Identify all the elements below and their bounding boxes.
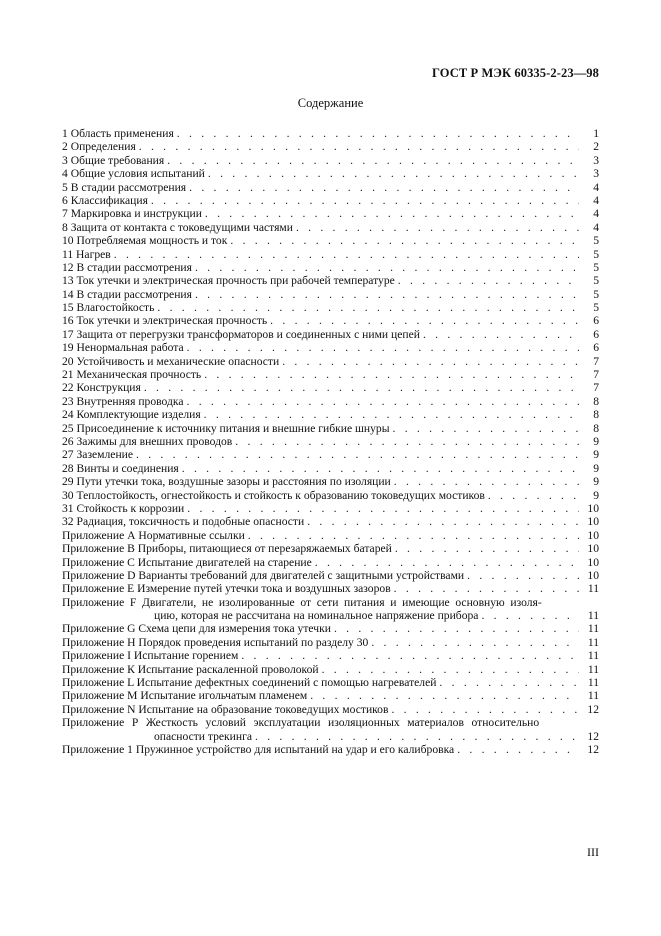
toc-entry-page: 7 bbox=[593, 354, 599, 368]
toc-dot-leader bbox=[392, 542, 579, 555]
toc-dot-leader bbox=[184, 341, 579, 354]
toc-dot-leader bbox=[205, 167, 579, 180]
toc-dot-leader bbox=[227, 234, 579, 247]
toc-entry-title: опасности трекинга bbox=[154, 729, 252, 743]
toc-entry bbox=[62, 435, 599, 448]
toc-entry bbox=[62, 663, 599, 676]
toc-entry-page: 4 bbox=[593, 220, 599, 234]
toc-entry-title: 15 Влагостойкость bbox=[62, 301, 155, 315]
toc-entry-title: цию, которая не рассчитана на номинальное напряжение прибора bbox=[154, 609, 479, 623]
toc-dot-leader bbox=[245, 529, 579, 542]
toc-entry-title: 28 Винты и соединения bbox=[62, 461, 179, 475]
toc-entry-title: Приложение Е Измерение путей утечки тока и воздушных зазоров bbox=[62, 582, 391, 596]
toc-entry-title: 16 Ток утечки и электрическая прочность bbox=[62, 314, 268, 328]
toc-dot-leader bbox=[279, 355, 579, 368]
toc-dot-leader bbox=[174, 127, 579, 140]
toc-entry bbox=[62, 556, 599, 569]
table-of-contents bbox=[62, 127, 599, 756]
toc-entry-title: Приложение L Испытание дефектных соединений с помощью нагревателей bbox=[62, 676, 437, 690]
toc-entry-page: 11 bbox=[587, 676, 599, 690]
toc-entry-title: Приложение А Нормативные ссылки bbox=[62, 528, 245, 542]
toc-entry-title: 19 Ненормальная работа bbox=[62, 341, 184, 355]
toc-entry-title: Приложение К Испытание раскаленной проволокой bbox=[62, 662, 319, 676]
toc-entry bbox=[62, 609, 599, 622]
toc-entry-title: 2 Определения bbox=[62, 140, 136, 154]
toc-entry-page: 11 bbox=[587, 649, 599, 663]
toc-entry bbox=[62, 622, 599, 635]
toc-entry bbox=[62, 154, 599, 167]
toc-entry-page: 10 bbox=[587, 515, 599, 529]
toc-entry-page: 5 bbox=[593, 287, 599, 301]
toc-entry bbox=[62, 408, 599, 421]
toc-entry-page: 9 bbox=[593, 475, 599, 489]
toc-entry bbox=[62, 676, 599, 689]
toc-entry-title: Приложение D Варианты требований для двигателей с защитными устройствами bbox=[62, 568, 465, 582]
toc-entry-page: 11 bbox=[587, 662, 599, 676]
toc-entry-page: 10 bbox=[587, 555, 599, 569]
toc-dot-leader bbox=[478, 609, 579, 622]
toc-dot-leader bbox=[368, 636, 579, 649]
toc-entry bbox=[62, 542, 599, 555]
toc-entry-title: 14 В стадии рассмотрения bbox=[62, 287, 192, 301]
toc-entry-title: 31 Стойкость к коррозии bbox=[62, 501, 185, 515]
toc-dot-leader bbox=[192, 288, 579, 301]
toc-dot-leader bbox=[232, 435, 579, 448]
toc-entry-page: 4 bbox=[593, 207, 599, 221]
toc-entry bbox=[62, 127, 599, 140]
toc-entry-page: 5 bbox=[593, 274, 599, 288]
toc-entry-title: 11 Нагрев bbox=[62, 247, 111, 261]
toc-dot-leader bbox=[420, 328, 579, 341]
toc-entry bbox=[62, 194, 599, 207]
toc-dot-leader bbox=[141, 381, 579, 394]
toc-entry bbox=[62, 489, 599, 502]
toc-entry bbox=[62, 355, 599, 368]
toc-entry-title: Приложение G Схема цепи для измерения тока утечки bbox=[62, 622, 331, 636]
toc-entry bbox=[62, 689, 599, 702]
toc-entry bbox=[62, 649, 599, 662]
toc-dot-leader bbox=[184, 502, 579, 515]
toc-entry bbox=[62, 596, 599, 609]
toc-entry bbox=[62, 181, 599, 194]
toc-entry-page: 7 bbox=[593, 381, 599, 395]
toc-entry bbox=[62, 288, 599, 301]
toc-entry bbox=[62, 301, 599, 314]
toc-entry bbox=[62, 743, 599, 756]
toc-dot-leader bbox=[186, 181, 579, 194]
toc-entry bbox=[62, 582, 599, 595]
toc-entry-page: 5 bbox=[593, 301, 599, 315]
toc-entry-page: 4 bbox=[593, 180, 599, 194]
toc-entry bbox=[62, 341, 599, 354]
toc-entry-title: Приложение I Испытание горением bbox=[62, 649, 239, 663]
toc-dot-leader bbox=[111, 248, 579, 261]
toc-entry bbox=[62, 569, 599, 582]
toc-entry-title: 29 Пути утечки тока, воздушные зазоры и расстояния по изоляции bbox=[62, 475, 391, 489]
toc-entry-title: Приложение 1 Пружинное устройство для испытаний на удар и его калибровка bbox=[62, 742, 455, 756]
toc-entry-page: 5 bbox=[593, 247, 599, 261]
toc-entry-title: 21 Механическая прочность bbox=[62, 368, 202, 382]
toc-entry-title: 13 Ток утечки и электрическая прочность при рабочей температуре bbox=[62, 274, 395, 288]
toc-entry-page: 12 bbox=[587, 742, 599, 756]
toc-dot-leader bbox=[148, 194, 579, 207]
toc-dot-leader bbox=[154, 301, 579, 314]
toc-dot-leader bbox=[331, 622, 579, 635]
toc-entry bbox=[62, 314, 599, 327]
toc-entry-page: 11 bbox=[587, 609, 599, 623]
toc-entry bbox=[62, 140, 599, 153]
toc-entry-page: 12 bbox=[587, 729, 599, 743]
toc-title: Содержание bbox=[297, 96, 364, 110]
toc-entry-page: 5 bbox=[593, 234, 599, 248]
toc-entry-page: 8 bbox=[593, 421, 599, 435]
toc-dot-leader bbox=[201, 408, 579, 421]
toc-entry-page: 7 bbox=[593, 368, 599, 382]
toc-entry bbox=[62, 462, 599, 475]
toc-entry-page: 10 bbox=[587, 542, 599, 556]
toc-entry-page: 9 bbox=[593, 488, 599, 502]
page-number: III bbox=[587, 845, 599, 859]
toc-entry-title: 10 Потребляемая мощность и ток bbox=[62, 234, 228, 248]
toc-entry bbox=[62, 167, 599, 180]
toc-entry bbox=[62, 502, 599, 515]
toc-dot-leader bbox=[201, 368, 579, 381]
document-code-header: ГОСТ Р МЭК 60335-2-23—98 bbox=[432, 66, 599, 80]
toc-entry-title: 25 Присоединение к источнику питания и внешние гибкие шнуры bbox=[62, 421, 390, 435]
toc-dot-leader bbox=[391, 475, 579, 488]
toc-entry bbox=[62, 475, 599, 488]
toc-entry bbox=[62, 529, 599, 542]
toc-entry-title: Приложение С Испытание двигателей на старение bbox=[62, 555, 312, 569]
toc-dot-leader bbox=[164, 154, 579, 167]
toc-entry-page: 2 bbox=[593, 140, 599, 154]
toc-entry-title: 27 Заземление bbox=[62, 448, 133, 462]
toc-entry-page: 5 bbox=[593, 260, 599, 274]
toc-entry-page: 8 bbox=[593, 394, 599, 408]
toc-entry-title: Приложение N Испытание на образование токоведущих мостиков bbox=[62, 702, 389, 716]
toc-entry-page: 1 bbox=[593, 127, 599, 140]
toc-entry bbox=[62, 515, 599, 528]
toc-dot-leader bbox=[390, 422, 579, 435]
toc-entry-title: 32 Радиация, токсичность и подобные опасности bbox=[62, 515, 305, 529]
toc-entry-page: 9 bbox=[593, 448, 599, 462]
toc-entry bbox=[62, 422, 599, 435]
toc-dot-leader bbox=[304, 515, 579, 528]
toc-entry bbox=[62, 207, 599, 220]
toc-entry-page: 10 bbox=[587, 528, 599, 542]
toc-entry-page: 12 bbox=[587, 702, 599, 716]
toc-dot-leader bbox=[307, 689, 579, 702]
toc-entry-title: 12 В стадии рассмотрения bbox=[62, 260, 192, 274]
toc-entry bbox=[62, 221, 599, 234]
toc-entry-title: 17 Защита от перегрузки трансформаторов и соединенных с ними цепей bbox=[62, 327, 420, 341]
toc-dot-leader bbox=[238, 649, 579, 662]
toc-entry-page: 6 bbox=[593, 327, 599, 341]
toc-entry-page: 6 bbox=[593, 314, 599, 328]
toc-dot-leader bbox=[391, 582, 579, 595]
toc-dot-leader bbox=[464, 569, 579, 582]
toc-entry bbox=[62, 730, 599, 743]
toc-entry-title: 24 Комплектующие изделия bbox=[62, 408, 201, 422]
toc-dot-leader bbox=[252, 730, 579, 743]
toc-entry-page: 11 bbox=[587, 582, 599, 596]
toc-entry-title: 20 Устойчивость и механические опасности bbox=[62, 354, 280, 368]
toc-dot-leader bbox=[485, 489, 579, 502]
toc-dot-leader bbox=[202, 207, 579, 220]
toc-entry bbox=[62, 328, 599, 341]
toc-entry bbox=[62, 636, 599, 649]
toc-entry-page: 9 bbox=[593, 461, 599, 475]
toc-dot-leader bbox=[192, 261, 579, 274]
toc-entry-title: Приложение F Двигатели, не изолированные от сети питания и имеющие основную изоля- bbox=[62, 595, 542, 609]
toc-entry bbox=[62, 716, 599, 729]
toc-entry-title: 7 Маркировка и инструкции bbox=[62, 207, 202, 221]
toc-dot-leader bbox=[136, 140, 579, 153]
toc-entry bbox=[62, 448, 599, 461]
toc-entry bbox=[62, 248, 599, 261]
toc-entry bbox=[62, 274, 599, 287]
toc-entry-page: 4 bbox=[593, 193, 599, 207]
toc-entry-title: 5 В стадии рассмотрения bbox=[62, 180, 187, 194]
toc-entry-title: 22 Конструкция bbox=[62, 381, 141, 395]
toc-dot-leader bbox=[293, 221, 579, 234]
toc-dot-leader bbox=[395, 274, 579, 287]
toc-dot-leader bbox=[388, 703, 579, 716]
toc-entry bbox=[62, 234, 599, 247]
toc-entry-title: Приложение Р Жесткость условий эксплуатации изоляционных материалов относительно bbox=[62, 716, 540, 730]
toc-entry-page: 6 bbox=[593, 341, 599, 355]
toc-entry-title: Приложение М Испытание игольчатым пламенем bbox=[62, 689, 308, 703]
toc-entry-page: 10 bbox=[587, 501, 599, 515]
toc-entry bbox=[62, 261, 599, 274]
toc-entry-page: 3 bbox=[593, 167, 599, 181]
toc-entry bbox=[62, 368, 599, 381]
toc-dot-leader bbox=[436, 676, 579, 689]
toc-entry-title: 23 Внутренняя проводка bbox=[62, 394, 184, 408]
toc-entry bbox=[62, 395, 599, 408]
toc-entry-title: 26 Зажимы для внешних проводов bbox=[62, 434, 233, 448]
toc-entry-title: 3 Общие требования bbox=[62, 153, 165, 167]
toc-entry bbox=[62, 381, 599, 394]
toc-entry-title: 4 Общие условия испытаний bbox=[62, 167, 205, 181]
toc-entry-page: 9 bbox=[593, 434, 599, 448]
toc-entry-page: 10 bbox=[587, 568, 599, 582]
toc-dot-leader bbox=[133, 448, 579, 461]
toc-entry-page: 11 bbox=[587, 689, 599, 703]
toc-entry-title: Приложение Н Порядок проведения испытаний по разделу 30 bbox=[62, 635, 369, 649]
toc-entry bbox=[62, 703, 599, 716]
toc-entry-title: 30 Теплостойкость, огнестойкость и стойкость к образованию токоведущих мостиков bbox=[62, 488, 485, 502]
toc-dot-leader bbox=[312, 556, 579, 569]
toc-entry-title: 8 Защита от контакта с токоведущими частями bbox=[62, 220, 293, 234]
toc-dot-leader bbox=[454, 743, 579, 756]
toc-dot-leader bbox=[267, 314, 579, 327]
toc-entry-title: Приложение В Приборы, питающиеся от перезаряжаемых батарей bbox=[62, 542, 392, 556]
toc-dot-leader bbox=[179, 462, 579, 475]
toc-entry-title: 1 Область применения bbox=[62, 127, 174, 140]
toc-entry-page: 11 bbox=[587, 622, 599, 636]
toc-entry-page: 11 bbox=[587, 635, 599, 649]
toc-entry-title: 6 Классификация bbox=[62, 193, 148, 207]
toc-dot-leader bbox=[184, 395, 579, 408]
toc-dot-leader bbox=[319, 663, 579, 676]
toc-entry-page: 8 bbox=[593, 408, 599, 422]
toc-entry-page: 3 bbox=[593, 153, 599, 167]
